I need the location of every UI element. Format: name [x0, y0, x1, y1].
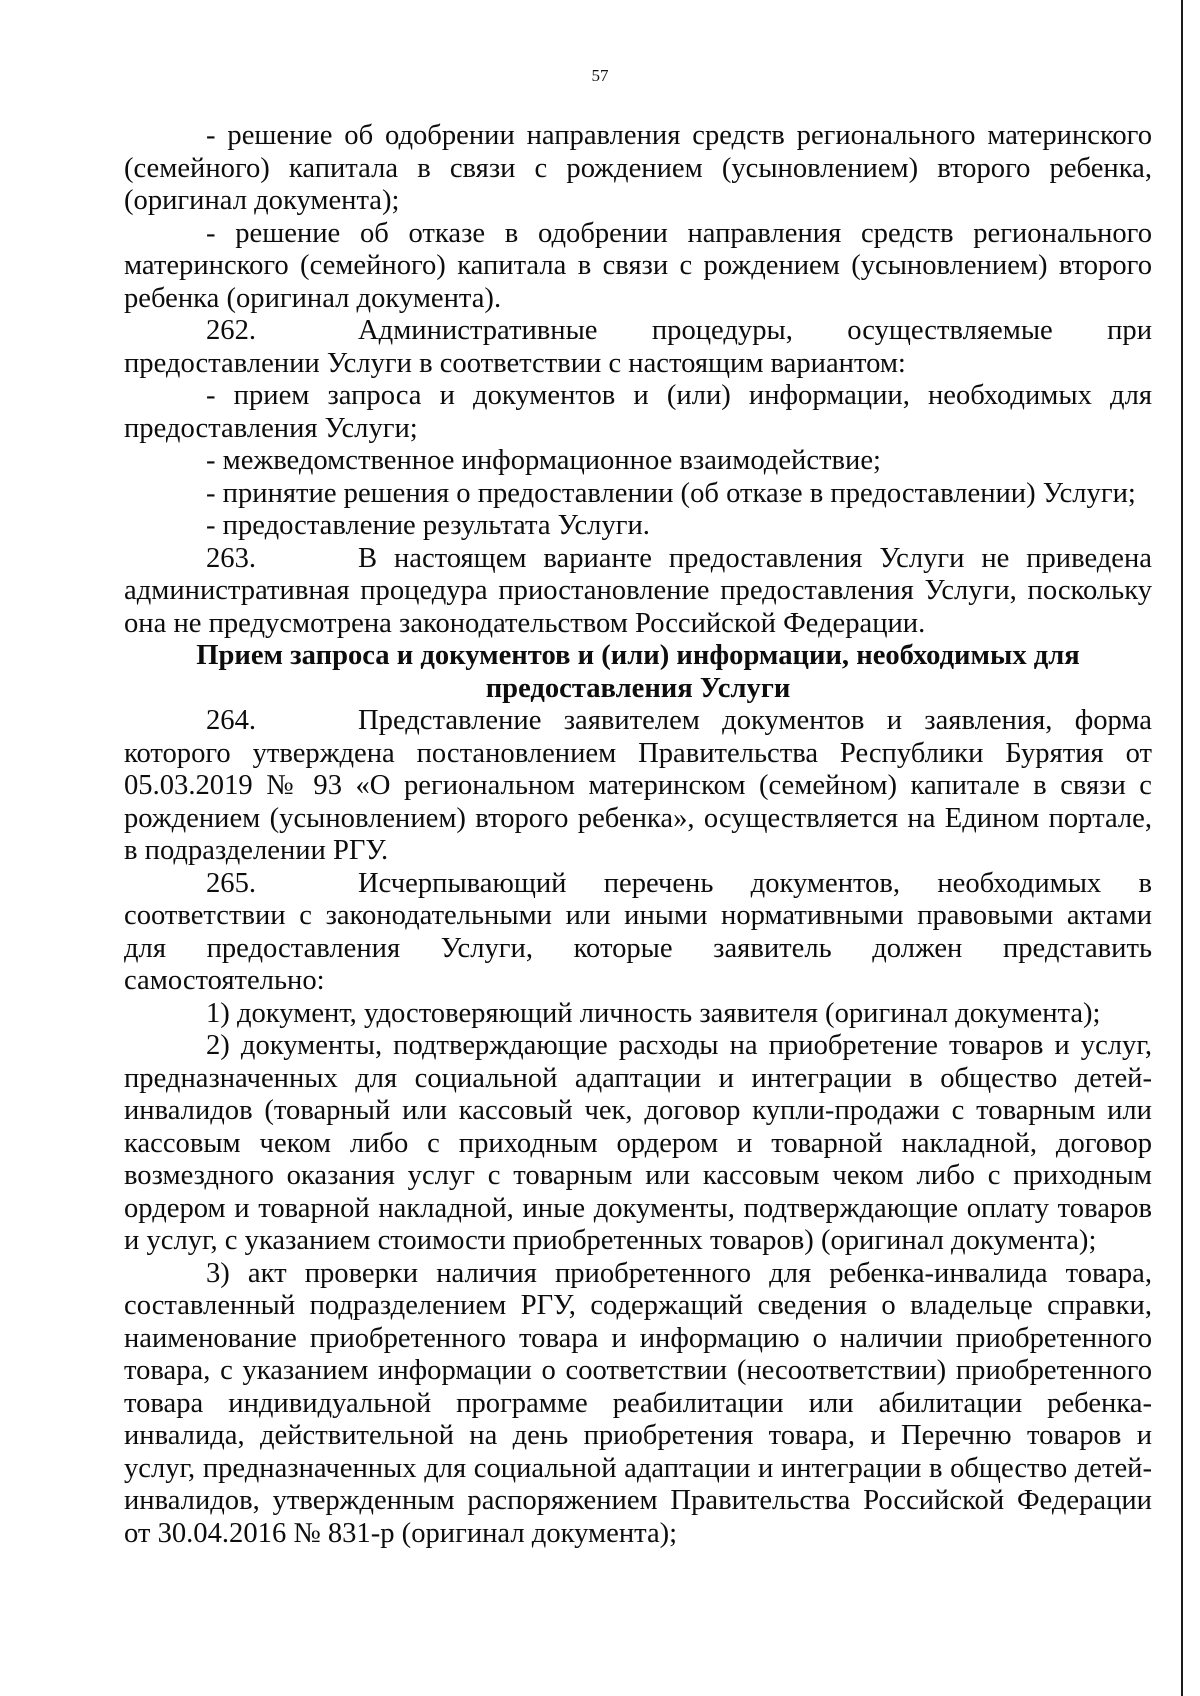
paragraph-262: [124, 315, 1152, 380]
paragraph-text: В настоящем варианте предоставления Услуги не приведена административная процедура приостановление предоставления Услуги, поскольку она не предусмотрена законодательством Российской Федерации.: [124, 542, 1152, 639]
paragraph-263: [124, 543, 1152, 641]
paragraph-refusal-decision: [124, 218, 1152, 316]
list-item-decision: [124, 478, 1152, 511]
scan-edge-line: [1181, 0, 1183, 1696]
paragraph-text: Представление заявителем документов и заявления, форма которого утверждена постановлением Правительства Республики Бурятия от 05.03.2019 № 93 «О региональном материнском (семейном) капитале в связи с рождением (усыновлением) второго ребенка», осуществляется на Едином портале, в подразделении РГУ.: [124, 705, 1152, 866]
section-heading: Прием запроса и документов и (или) информации, необходимых для предоставления Услуги: [196, 640, 1080, 704]
list-item-interagency: [124, 445, 1152, 478]
paragraph-text: - принятие решения о предоставлении (об отказе в предоставлении) Услуги;: [206, 477, 1136, 509]
list-item-inspection-act: [124, 1258, 1152, 1551]
paragraph-approval-decision: [124, 120, 1152, 218]
list-item-identity-document: [124, 998, 1152, 1031]
list-item-expense-documents: [124, 1030, 1152, 1258]
paragraph-text: - предоставление результата Услуги.: [206, 510, 650, 541]
paragraph-text: Исчерпывающий перечень документов, необходимых в соответствии с законодательными или иными нормативными правовыми актами для предоставления Услуги, которые заявитель должен представить самостоятельно:: [124, 867, 1152, 996]
page-number: 57: [591, 66, 609, 85]
paragraph-text: - решение об одобрении направления средств регионального материнского (семейного) капитала в связи с рождением (усыновлением) второго ребенка, (оригинал документа);: [124, 120, 1152, 216]
paragraph-text: - межведомственное информационное взаимодействие;: [206, 445, 881, 476]
document-body: [124, 120, 1152, 1550]
list-item-result: [124, 510, 1152, 543]
paragraph-text: - решение об отказе в одобрении направления средств регионального материнского (семейного) капитала в связи с рождением (усыновлением) второго ребенка (оригинал документа).: [124, 217, 1152, 314]
paragraph-264: [124, 705, 1152, 868]
paragraph-text: 2) документы, подтверждающие расходы на приобретение товаров и услуг, предназначенных для социальной адаптации и интеграции в общество детей-инвалидов (товарный или кассовый чек, договор купли-продажи с товарным или кассовым чеком либо с приходным ордером и товарной накладной, договор возмездного оказания услуг с товарным или кассовым чеком либо с приходным ордером и товарной накладной, иные документы, подтверждающие оплату товаров и услуг, с указанием стоимости приобретенных товаров) (оригинал документа);: [124, 1030, 1152, 1256]
paragraph-265: [124, 868, 1152, 998]
list-item-request-intake: [124, 380, 1152, 445]
paragraph-number: 262.: [206, 315, 257, 346]
paragraph-number: 264.: [206, 705, 257, 736]
paragraph-number: 263.: [206, 542, 257, 574]
paragraph-number: 265.: [206, 867, 257, 899]
paragraph-text: - прием запроса и документов и (или) информации, необходимых для предоставления Услуги;: [124, 380, 1152, 444]
paragraph-text: 1) документ, удостоверяющий личность заявителя (оригинал документа);: [206, 997, 1101, 1029]
paragraph-text: 3) акт проверки наличия приобретенного для ребенка-инвалида товара, составленный подразделением РГУ, содержащий сведения о владельце справки, наименование приобретенного товара и информацию о наличии приобретенного товара, с указанием информации о соответствии (несоответствии) приобретенного товара индивидуальной программе реабилитации или абилитации ребенка-инвалида, действительной на день приобретения товара, и Перечню товаров и услуг, предназначенных для социальной адаптации и интеграции в общество детей-инвалидов, утвержденным распоряжением Правительства Российской Федерации от 30.04.2016 № 831-р (оригинал документа);: [124, 1257, 1152, 1549]
paragraph-text: Административные процедуры, осуществляемые при предоставлении Услуги в соответствии с настоящим вариантом:: [124, 315, 1152, 379]
